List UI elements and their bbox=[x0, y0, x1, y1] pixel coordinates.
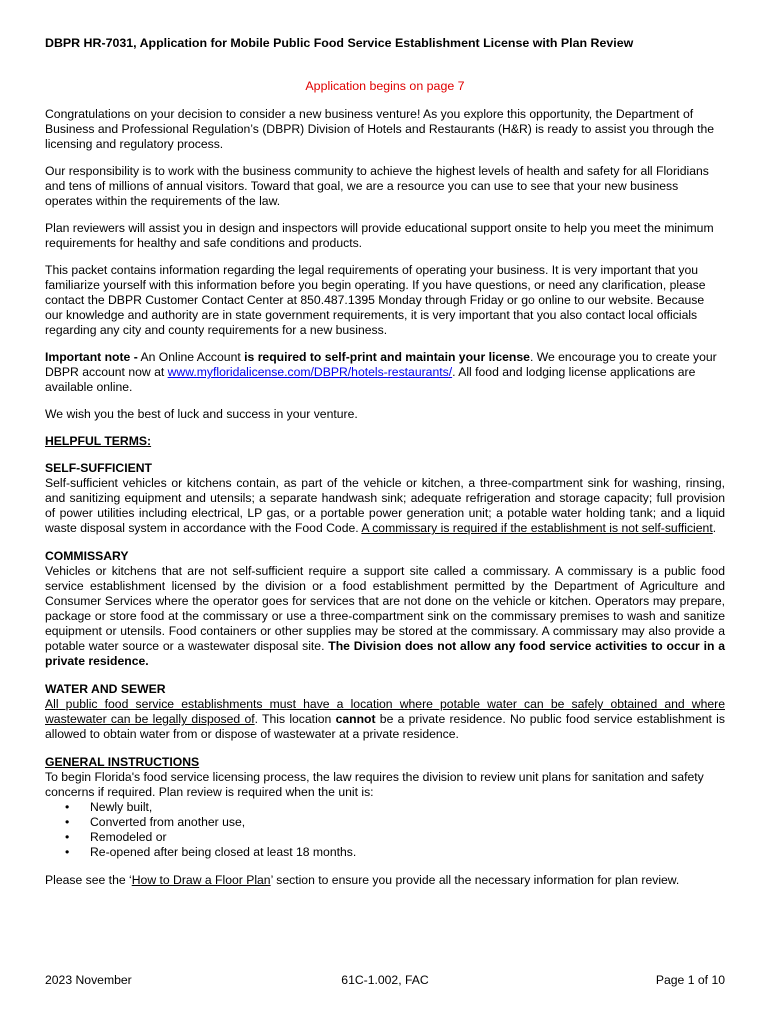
closing-wish: We wish you the best of luck and success in your venture. bbox=[45, 407, 358, 421]
commissary-heading: COMMISSARY bbox=[45, 549, 129, 563]
list-item: • Remodeled or bbox=[65, 830, 167, 844]
self-sufficient-text: Self-sufficient vehicles or kitchens contain, as part of the vehicle or kitchen, a three-compartment sink for washing, rinsing, and sanitizing equipment and utensils; a separate handwash sink; adequate refrigeration and storage capacity; full provision of power utilities including electrical, LP gas, or a portable power generation unit; a potable water holding tank; and a liquid waste disposal system in accordance with the Food Code. A commissary is required if the establishment is not self-sufficient. bbox=[45, 476, 725, 535]
document-page bbox=[45, 36, 725, 900]
floor-plan-note: Please see the ‘How to Draw a Floor Plan’ section to ensure you provide all the necessary information for plan review. bbox=[45, 873, 680, 887]
list-item: • Re-opened after being closed at least 18 months. bbox=[65, 845, 357, 859]
floor-plan-link[interactable]: How to Draw a Floor Plan bbox=[131, 873, 271, 887]
important-note: Important note - An Online Account is required to self-print and maintain your license. We encourage you to create your DBPR account now at www.myfloridalicense.com/DBPR/hotels-restaurants/. All food and lodging license applications are available online. bbox=[45, 350, 717, 394]
helpful-terms-heading: HELPFUL TERMS: bbox=[45, 434, 152, 448]
footer-page-number: Page 1 of 10 bbox=[655, 973, 725, 987]
general-instructions-text: To begin Florida's food service licensing process, the law requires the division to review unit plans for sanitation and safety concerns if required. Plan review is required when the unit is: bbox=[45, 770, 704, 799]
water-sewer-text: All public food service establishments must have a location where potable water can be safely obtained and where wastewater can be legally disposed of. This location cannot be a private residence. No public food service establishment is allowed to obtain water from or dispose of wastewater at a private residence. bbox=[45, 697, 725, 741]
application-notice: Application begins on page 7 bbox=[305, 79, 465, 93]
commissary-text: Vehicles or kitchens that are not self-sufficient require a support site called a commissary. A commissary is a public food service establishment licensed by the division or a food establishment permitted by the Department of Agriculture and Consumer Services where the operator goes for services that are not done on the vehicle or kitchen. Operators may prepare, package or store food at the commissary or use a three-compartment sink on the commissary premises to wash and sanitize equipment or utensils. Food containers or other supplies may be stored at the commissary. A commissary may also provide a potable water source or a wastewater disposal site. The Division does not allow any food service activities to occur in a private residence. bbox=[45, 564, 726, 668]
intro-paragraph: Congratulations on your decision to consider a new business venture! As you explore this opportunity, the Department of Business and Professional Regulation’s (DBPR) Division of Hotels and Restaurants (H&R) is ready to assist you through the licensing and regulatory process. bbox=[45, 107, 715, 151]
self-sufficient-section bbox=[45, 461, 725, 536]
list-item: • Newly built, bbox=[65, 800, 153, 814]
general-instructions-section bbox=[45, 755, 725, 860]
list-item: • Converted from another use, bbox=[65, 815, 246, 829]
bullet-icon: • bbox=[65, 800, 70, 814]
bullet-icon: • bbox=[65, 830, 70, 844]
water-sewer-heading: WATER AND SEWER bbox=[45, 682, 166, 696]
intro-paragraph: Our responsibility is to work with the business community to achieve the highest levels of health and safety for all Floridians and tens of millions of annual visitors. Toward that goal, we are a resource you can use to see that your new business operates within the requirements of the law. bbox=[45, 164, 709, 208]
plan-review-list bbox=[45, 800, 725, 860]
website-link[interactable]: www.myfloridalicense.com/DBPR/hotels-restaurants/ bbox=[167, 365, 453, 379]
commissary-section bbox=[45, 549, 725, 669]
footer-rule-citation: 61C-1.002, FAC bbox=[341, 973, 429, 987]
water-sewer-section bbox=[45, 682, 725, 742]
intro-paragraph: This packet contains information regarding the legal requirements of operating your business. It is very important that you familiarize yourself with this information before you begin operating. If you have questions, or need any clarification, please contact the DBPR Customer Contact Center at 850.487.1395 Monday through Friday or go online to our website. Because our knowledge and authority are in state government requirements, it is very important that you also contact local officials regarding any city and county requirements for a new business. bbox=[45, 263, 706, 337]
bullet-icon: • bbox=[65, 845, 70, 859]
page-footer bbox=[45, 973, 725, 989]
general-instructions-heading: GENERAL INSTRUCTIONS bbox=[45, 755, 200, 769]
self-sufficient-heading: SELF-SUFFICIENT bbox=[45, 461, 152, 475]
intro-paragraph: Plan reviewers will assist you in design and inspectors will provide educational support onsite to help you meet the minimum requirements for healthy and safe conditions and products. bbox=[45, 221, 714, 250]
document-title: DBPR HR-7031, Application for Mobile Public Food Service Establishment License with Plan Review bbox=[45, 36, 634, 50]
important-label: Important note - bbox=[45, 350, 138, 364]
footer-date: 2023 November bbox=[45, 973, 132, 987]
bullet-icon: • bbox=[65, 815, 70, 829]
